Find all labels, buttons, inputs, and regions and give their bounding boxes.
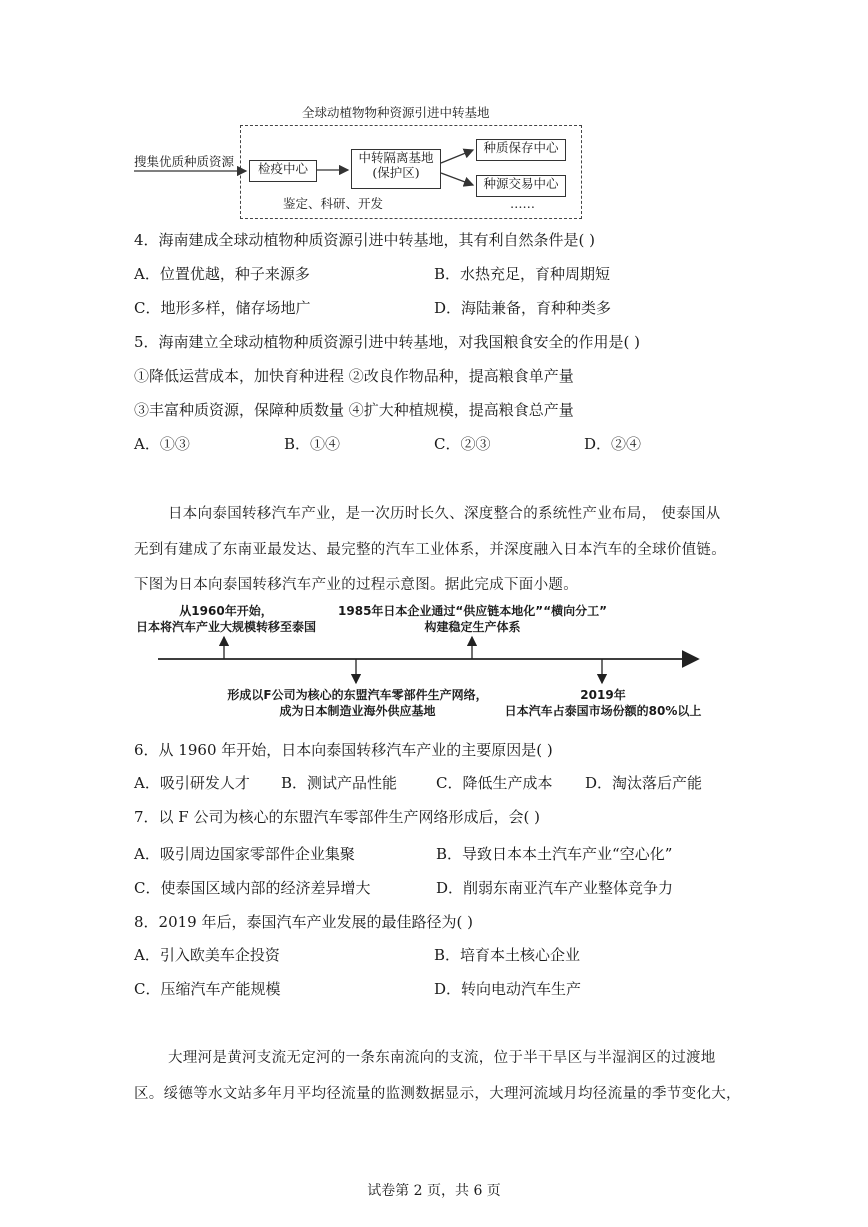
- q4-option-c: C．地形多样，储存场地广: [134, 299, 311, 317]
- q4-option-b: B．水热充足，育种周期短: [434, 265, 611, 283]
- quarantine-box: 检疫中心: [249, 160, 317, 182]
- transit-base-line2: (保护区): [372, 165, 420, 180]
- q6-option-a: A．吸引研发人才: [134, 774, 250, 792]
- q4-option-d: D．海陆兼备，育种种类多: [434, 299, 612, 317]
- timeline-bottom-left-1: 形成以F公司为核心的东盟汽车零部件生产网络，: [227, 688, 488, 702]
- passage3-line2: 区。绥德等水文站多年月平均径流量的监测数据显示，大理河流域月均径流量的季节变化大，: [134, 1086, 741, 1102]
- timeline-top-left-2: 日本将汽车产业大规模转移至泰国: [135, 620, 316, 635]
- q5-statements-2: ③丰富种质资源，保障种质数量 ④扩大种植规模，提高粮食总产量: [134, 401, 574, 419]
- q7-option-a: A．吸引周边国家零部件企业集聚: [134, 845, 355, 863]
- question-4-stem: 4．海南建成全球动植物种质资源引进中转基地，其有利自然条件是( ): [134, 231, 596, 249]
- q5-option-b: B．①④: [284, 435, 341, 453]
- question-8-stem: 8．2019 年后，泰国汽车产业发展的最佳路径为( ): [134, 913, 473, 931]
- timeline-bottom-right-2: 日本汽车占泰国市场份额的80%以上: [504, 704, 702, 719]
- q5-option-d: D．②④: [584, 435, 642, 453]
- q6-option-b: B．测试产品性能: [281, 774, 398, 792]
- timeline-bottom-right-1: 2019年: [580, 688, 626, 702]
- q7-option-b: B．导致日本本土汽车产业“空心化”: [436, 845, 673, 863]
- timeline-top-right-1: 1985年日本企业通过“供应链本地化”“横向分工”: [338, 604, 607, 618]
- page-footer: 试卷第 2 页，共 6 页: [367, 1183, 501, 1199]
- passage2-line1: 日本向泰国转移汽车产业，是一次历时长久、深度整合的系统性产业布局， 使泰国从: [168, 506, 721, 522]
- q6-option-c: C．降低生产成本: [436, 774, 553, 792]
- q8-option-b: B．培育本土核心企业: [434, 946, 581, 964]
- q8-option-d: D．转向电动汽车生产: [434, 980, 582, 998]
- timeline-bottom-left-2: 成为日本制造业海外供应基地: [279, 704, 436, 719]
- q8-option-c: C．压缩汽车产能规模: [134, 980, 281, 998]
- question-7-stem: 7．以 F 公司为核心的东盟汽车零部件生产网络形成后，会( ): [134, 808, 540, 826]
- germplasm-storage-box: 种质保存中心: [476, 139, 566, 161]
- ellipsis: ……: [510, 196, 535, 211]
- q5-statements-1: ①降低运营成本，加快育种进程 ②改良作物品种，提高粮食单产量: [134, 367, 574, 385]
- seed-trade-box: 种源交易中心: [476, 175, 566, 197]
- question-6-stem: 6．从 1960 年开始，日本向泰国转移汽车产业的主要原因是( ): [134, 741, 553, 759]
- diagram-title: 全球动植物物种资源引进中转基地: [302, 105, 490, 120]
- passage2-line3: 下图为日本向泰国转移汽车产业的过程示意图。据此完成下面小题。: [134, 577, 578, 593]
- q5-option-c: C．②③: [434, 435, 491, 453]
- q7-option-c: C．使泰国区域内部的经济差异增大: [134, 879, 371, 897]
- bottom-note: 鉴定、科研、开发: [283, 196, 384, 211]
- q4-option-a: A．位置优越，种子来源多: [134, 265, 310, 283]
- input-label: 搜集优质种质资源: [134, 154, 235, 169]
- question-5-stem: 5．海南建立全球动植物种质资源引进中转基地，对我国粮食安全的作用是( ): [134, 333, 641, 351]
- timeline-top-right-2: 构建稳定生产体系: [424, 620, 521, 635]
- q6-option-d: D．淘汰落后产能: [585, 774, 703, 792]
- q7-option-d: D．削弱东南亚汽车产业整体竞争力: [436, 879, 674, 897]
- q5-option-a: A．①③: [134, 435, 190, 453]
- passage3-line1: 大理河是黄河支流无定河的一条东南流向的支流，位于半干旱区与半湿润区的过渡地: [168, 1050, 716, 1066]
- q8-option-a: A．引入欧美车企投资: [134, 946, 280, 964]
- timeline-top-left-1: 从1960年开始，: [179, 604, 273, 618]
- transit-base-line1: 中转隔离基地: [358, 150, 434, 165]
- passage2-line2: 无到有建成了东南亚最发达、最完整的汽车工业体系，并深度融入日本汽车的全球价值链。: [134, 542, 726, 558]
